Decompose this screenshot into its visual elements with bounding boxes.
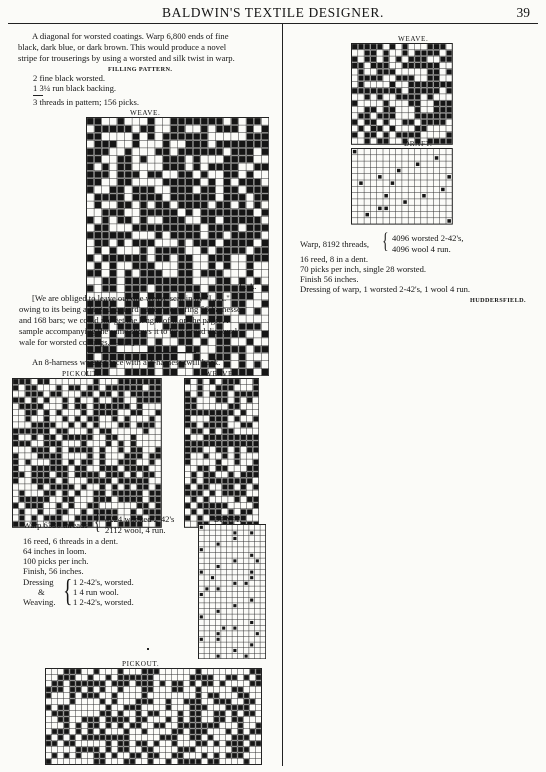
running-header: BALDWIN'S TEXTILE DESIGNER. — [162, 5, 384, 20]
filling-line-2: 1 3¼ run black backing. — [33, 83, 117, 93]
spec-line-right-4: Dressing of warp, 1 worsted 2-42's, 1 wool 4 run. — [300, 284, 471, 294]
intro-line-3: stripe for trouserings by using a worsted and silk twist in warp. — [18, 53, 235, 63]
filling-total: 3 threads in pattern; 156 picks. — [33, 97, 139, 107]
dressing-label-1: Dressing — [23, 577, 54, 587]
intro-line-1: A diagonal for worsted coatings. Warp 6,800 ends of fine — [32, 31, 229, 41]
dressing-brace: { — [63, 572, 73, 608]
filling-sum-rule — [33, 95, 43, 96]
section-rule — [88, 352, 196, 353]
spec-line-left-4: Finish, 56 inches. — [23, 566, 84, 576]
warp-line-left-1: 4224 worsted 2-42's — [105, 514, 175, 524]
note-line-2: owing to its being a large Jacquard pattern requiring 56 harnesses — [19, 304, 245, 314]
draft-caption-left: DRAFT. — [214, 516, 243, 524]
header-rule — [8, 23, 538, 24]
spec-line-right-3: Finish 56 inches. — [300, 274, 359, 284]
note-line-1: [We are obliged to leave out one weave sent in by "L. A." — [32, 293, 230, 303]
spec-line-left-2: 64 inches in loom. — [23, 546, 87, 556]
warp-label-right: Warp, 8192 threads, — [300, 239, 369, 249]
second-heading: An 8-harness worsted face with a 4-harness twill back. — [32, 357, 221, 367]
page-number: 39 — [516, 5, 530, 20]
spec-line-right-1: 16 reed, 8 in a dent. — [300, 254, 369, 264]
draft-caption-right: DRAFT. — [404, 140, 433, 148]
note-line-5: wale for worsted coatings.—ED.] — [19, 337, 135, 347]
spec-line-left-3: 100 picks per inch. — [23, 556, 89, 566]
dressing-line-3: 1 2-42's, worsted. — [73, 597, 134, 607]
warp-line-left-2: 2112 wool, 4 run. — [105, 525, 166, 535]
intro-line-2: black, dark blue, or dark brown. This would produce a novel — [18, 42, 227, 52]
warp-label-left: Warp 6336 threads — [23, 520, 88, 530]
weave-caption-right: WEAVE. — [398, 35, 429, 43]
pickout-caption: PICKOUT. — [62, 370, 100, 378]
filling-pattern-title: FILLING PATTERN. — [108, 66, 173, 73]
column-divider — [282, 24, 283, 766]
draft-grid-left — [198, 524, 266, 659]
dressing-line-1: 1 2-42's, worsted. — [73, 577, 134, 587]
dressing-label-3: Weaving. — [23, 597, 56, 607]
pickout-grid-1 — [12, 378, 162, 528]
draft-grid-right — [351, 148, 453, 225]
dressing-line-2: 1 4 run wool. — [73, 587, 119, 597]
spec-line-right-2: 70 picks per inch, single 28 worsted. — [300, 264, 427, 274]
signature-la: L. A. — [239, 281, 257, 291]
note-line-3: and 168 bars; we could not get the length of it on the page. A — [19, 315, 229, 325]
warp-brace-right: { — [382, 228, 389, 253]
warp-line-right-1: 4096 worsted 2-42's, — [392, 233, 464, 243]
note-line-4: sample accompanying the same shows it to be a broad diagonal — [19, 326, 238, 336]
warp-line-right-2: 4096 wool 4 run. — [392, 244, 451, 254]
spec-line-left-1: 16 reed, 6 threads in a dent. — [23, 536, 118, 546]
dressing-label-2: & — [38, 587, 45, 597]
weave-caption-2: WEAVE. — [205, 370, 236, 378]
warp-brace-left: { — [94, 509, 101, 534]
signature-huddersfield: HUDDERSFIELD. — [470, 297, 526, 304]
weave-caption-1: WEAVE. — [130, 109, 161, 117]
pickout-caption-2: PICKOUT. — [122, 660, 160, 668]
center-dot — [147, 648, 149, 650]
weave-grid-2 — [184, 378, 259, 528]
filling-line-1: 2 fine black worsted. — [33, 73, 106, 83]
weave-grid-right — [351, 43, 453, 145]
pickout-grid-2 — [45, 668, 262, 765]
